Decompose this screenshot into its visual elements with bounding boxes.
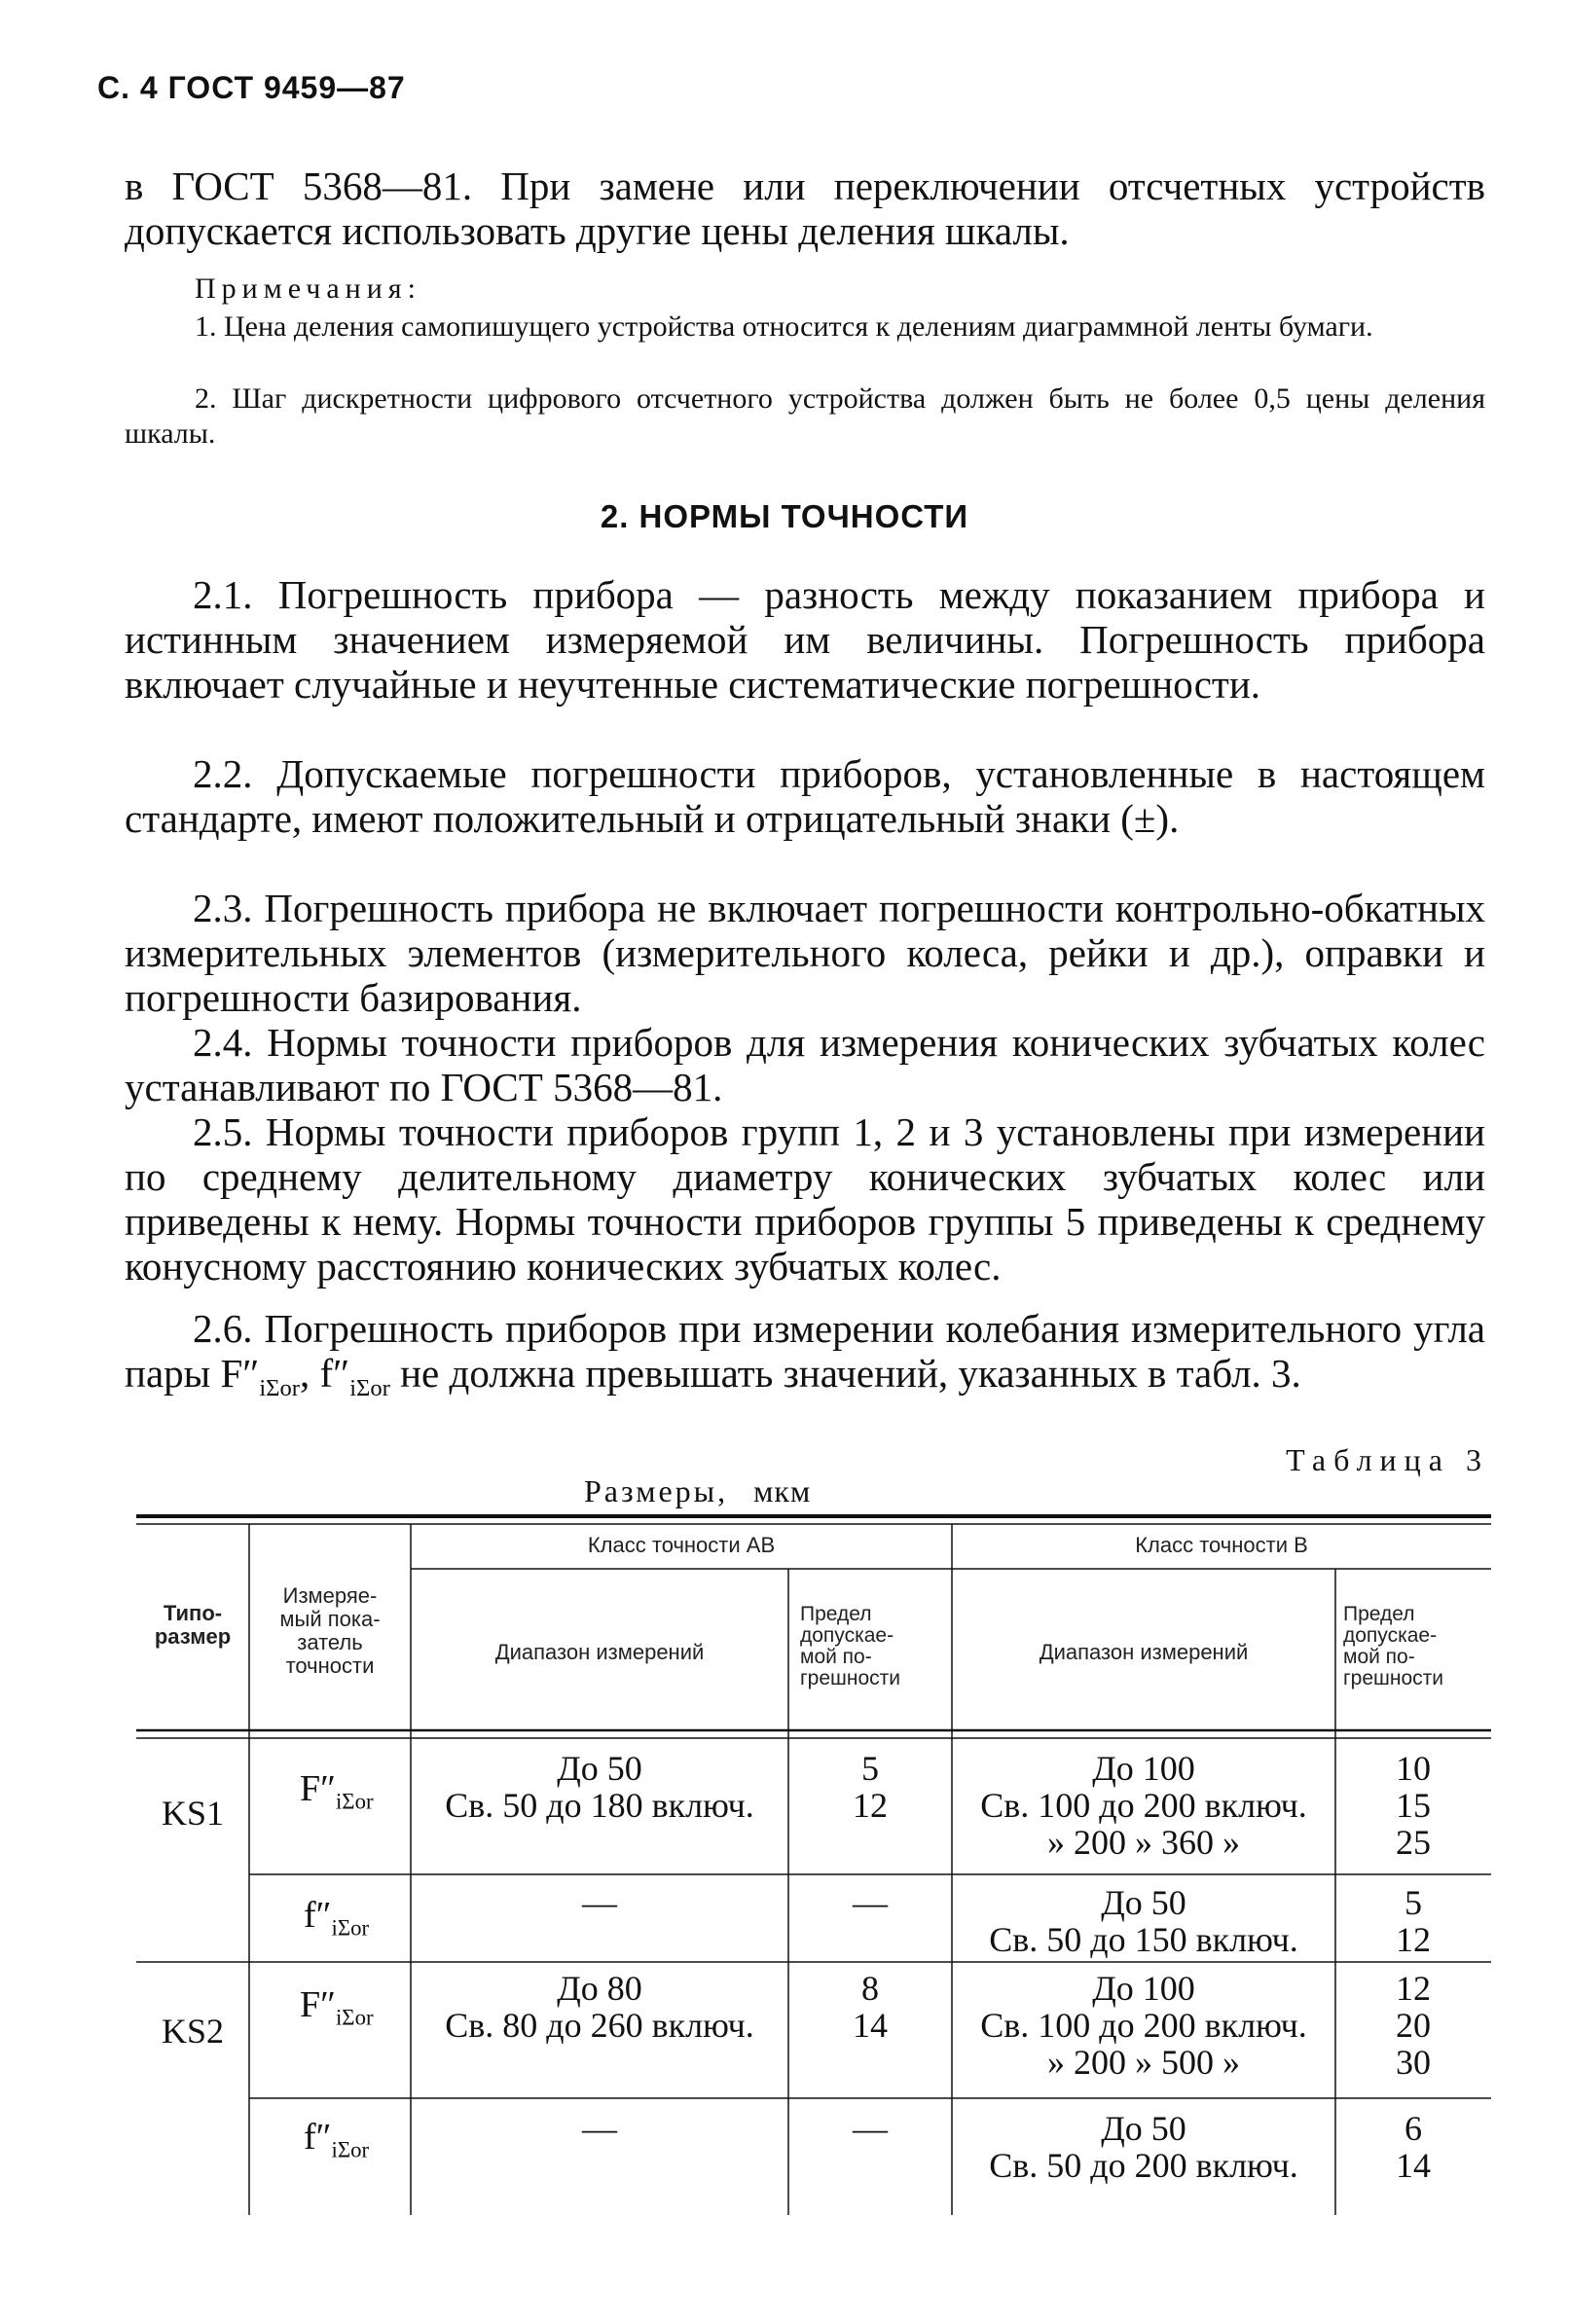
table-units: Размеры, мкм [584,1473,812,1508]
symbol-F: F″ [220,1351,260,1396]
table-label: Таблица 3 [1286,1442,1489,1477]
ks1-F-ab-range: До 50 Св. 50 до 180 включ. [445,1749,754,1825]
ks2-f-b-limit: 6 14 [1396,2109,1431,2185]
ks2-f-ab-range: — [582,2109,617,2148]
intro-paragraph: в ГОСТ 5368—81. При замене или переключении отсчетных устройств допускается использовать другие цены деления шкалы. [125,163,1485,253]
header-ab-limit: Предел допускае- мой по- грешности [800,1603,900,1689]
paragraph-2-5: 2.5. Нормы точности приборов групп 1, 2 и 3 установлены при измерении по среднему делительному диаметру конических зубчатых колес или приведены к нему. Нормы точности приборов группы 5 приведены к среднему конусному расстоянию конических зубчатых колес. [125,1109,1485,1289]
header-type: Типо- размер [154,1601,232,1649]
ks2-F-ab-range: До 80 Св. 80 до 260 включ. [445,1969,754,2045]
ks2-F-ab-limit: 8 14 [853,1969,888,2045]
indicator-F-ks2: $F''_{i\Sigma or}$ [300,1984,374,2030]
row-type-ks1: KS1 [161,1794,225,1833]
ks1-f-ab-limit: — [853,1883,888,1922]
ks1-F-b-range: До 100 Св. 100 до 200 включ. » 200 » 360 » [980,1749,1307,1862]
ks2-F-b-limit: 12 20 30 [1396,1969,1431,2082]
accuracy-table [136,1514,1491,2215]
paragraph-2-1: 2.1. Погрешность прибора — разность между показанием прибора и истинным значением измеряемой им величины. Погрешность прибора включает случайные и неучтенные систематические погрешности. [125,572,1485,707]
indicator-f-ks2: $f''_{i\Sigma or}$ [304,2117,370,2162]
header-b-limit: Предел допускае- мой по- грешности [1343,1603,1443,1689]
ks1-f-b-limit: 5 12 [1396,1883,1431,1959]
row-type-ks2: KS2 [161,2012,225,2051]
ks1-f-ab-range: — [582,1883,617,1922]
ks1-F-b-limit: 10 15 25 [1396,1749,1431,1862]
header-class-ab: Класс точности АВ [587,1533,776,1557]
page-header: С. 4 ГОСТ 9459—87 [97,70,406,105]
ks2-F-b-range: До 100 Св. 100 до 200 включ. » 200 » 500 » [980,1969,1307,2082]
indicator-f-ks1: $f''_{i\Sigma or}$ [304,1895,370,1941]
notes-title: Примечания: [195,272,421,305]
header-b-range: Диапазон измерений [1039,1640,1249,1664]
ks1-f-b-range: До 50 Св. 50 до 150 включ. [989,1883,1298,1959]
header-indicator: Измеряе- мый пока- затель точности [279,1583,381,1678]
paragraph-2-2: 2.2. Допускаемые погрешности приборов, установленные в настоящем стандарте, имеют положительный и отрицательный знаки (±). [125,751,1485,841]
note-1: 1. Цена деления самопишущего устройства относится к делениям диаграммной ленты бумаги. [195,310,1373,343]
paragraph-2-4: 2.4. Нормы точности приборов для измерения конических зубчатых колес устанавливают по ГОСТ 5368—81. [125,1020,1485,1109]
section-title: 2. НОРМЫ ТОЧНОСТИ [600,498,969,534]
header-ab-range: Диапазон измерений [494,1640,705,1664]
indicator-F-ks1: $F''_{i\Sigma or}$ [300,1768,374,1814]
symbol-f: f″ [319,1351,350,1396]
paragraph-2-6: 2.6. Погрешность приборов при измерении колебания измерительного угла пары $F''_{i\Sigma or}$, $f''_{i\Sigma or}$ не должна превышать значений, указанных в табл. 3. [125,1306,1485,1402]
header-class-b: Класс точности В [1135,1533,1308,1557]
note-2: 2. Шаг дискретности цифрового отсчетного устройства должен быть не более 0,5 цены деления шкалы. [125,382,1485,450]
ks2-f-ab-limit: — [853,2109,888,2148]
ks2-f-b-range: До 50 Св. 50 до 200 включ. [989,2109,1298,2185]
paragraph-2-3: 2.3. Погрешность прибора не включает погрешности контрольно-обкатных измерительных элементов (измерительного колеса, рейки и др.), оправки и погрешности базирования. [125,886,1485,1020]
ks1-F-ab-limit: 5 12 [853,1749,888,1825]
